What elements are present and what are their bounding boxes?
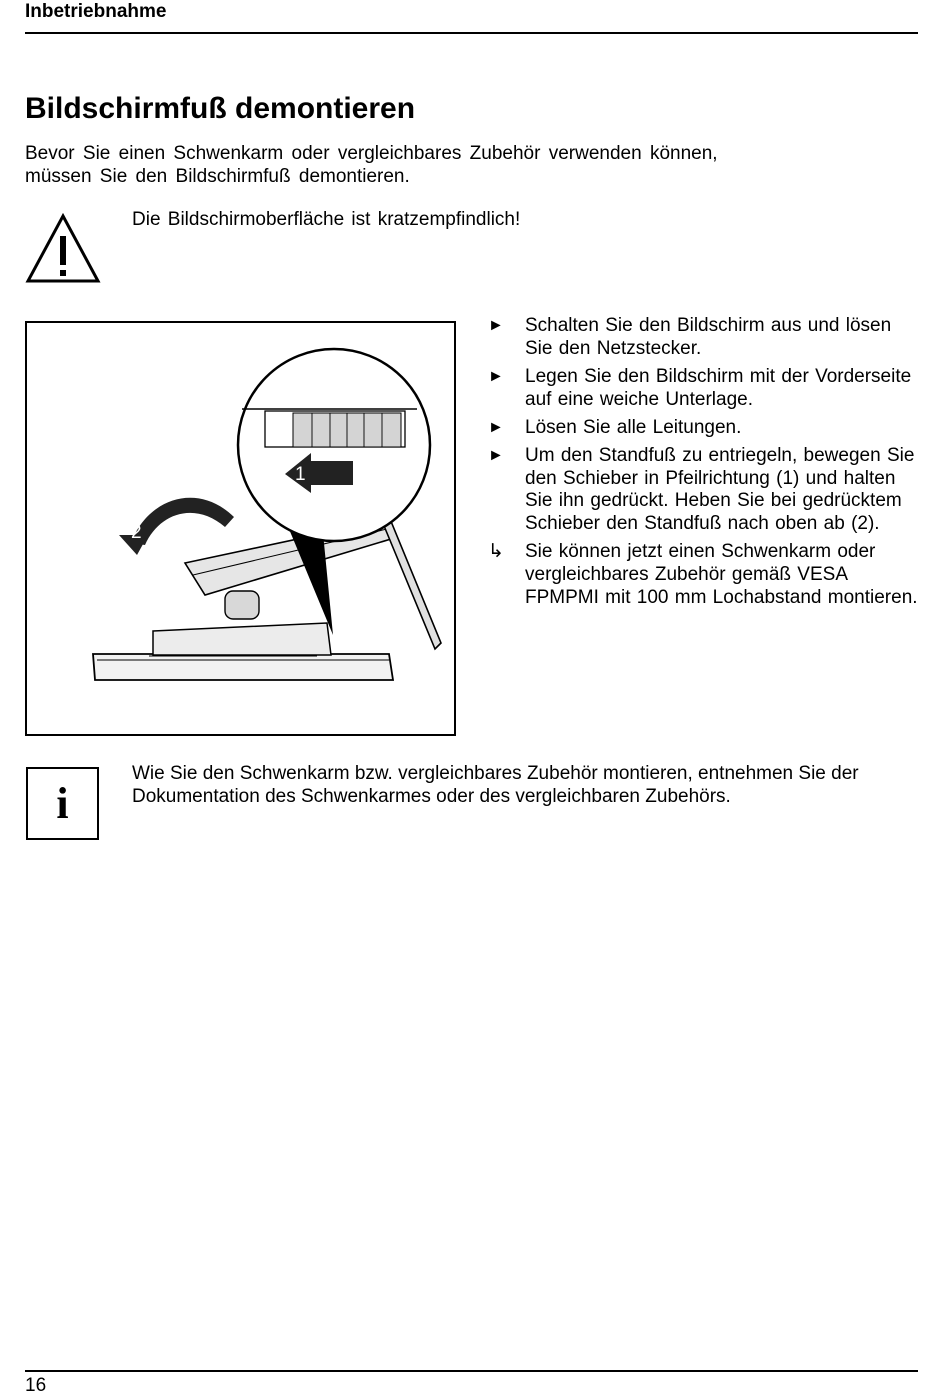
intro-paragraph: Bevor Sie einen Schwenkarm oder vergleichbares Zubehör verwenden können, müssen Sie den Bildschirmfuß demontieren. [25,143,718,187]
footer-rule [25,1370,918,1372]
step-text: Schalten Sie den Bildschirm aus und lösen Sie den Netzstecker. [525,315,892,359]
list-item [488,417,918,440]
step-text: Legen Sie den Bildschirm mit der Vorderseite auf eine weiche Unterlage. [525,365,912,410]
step-text: Um den Standfuß zu entriegeln, bewegen Sie den Schieber in Pfeilrichtung (1) und halten Sie ihn gedrückt. Heben Sie bei gedrücktem Schieber den Standfuß nach oben ab (2). [525,445,915,535]
list-item [488,315,918,360]
callout-2: 2 [131,522,142,543]
bullet-arrow-icon: ► [488,367,504,385]
info-text: Wie Sie den Schwenkarm bzw. vergleichbares Zubehör montieren, entnehmen Sie der Dokumentation des Schwenkarmes oder des vergleichbaren Zubehörs. [132,763,859,807]
list-item [488,445,918,536]
info-icon: i [26,767,99,840]
running-header-title: Inbetriebnahme [25,1,167,22]
illustration-frame [25,321,456,736]
bullet-arrow-icon: ► [488,418,504,436]
callout-1: 1 [295,464,306,485]
warning-triangle-icon [25,212,101,284]
monitor-stand-illustration [27,323,454,734]
bullet-arrow-icon: ► [488,447,504,465]
section-title: Bildschirmfuß demontieren [25,92,416,125]
step-text: Lösen Sie alle Leitungen. [525,416,742,438]
instruction-list [488,315,918,615]
page-number: 16 [25,1375,47,1396]
bullet-arrow-icon: ► [488,317,504,334]
step-text: Sie können jetzt einen Schwenkarm oder vergleichbares Zubehör gemäß VESA FPMPMI mit 100 mm Lochabstand montieren. [525,541,918,608]
header-rule [25,32,918,34]
list-item [488,366,918,411]
list-item [488,541,918,609]
warning-text: Die Bildschirmoberfläche ist kratzempfindlich! [132,209,521,230]
result-arrow-icon: ↳ [488,541,504,563]
